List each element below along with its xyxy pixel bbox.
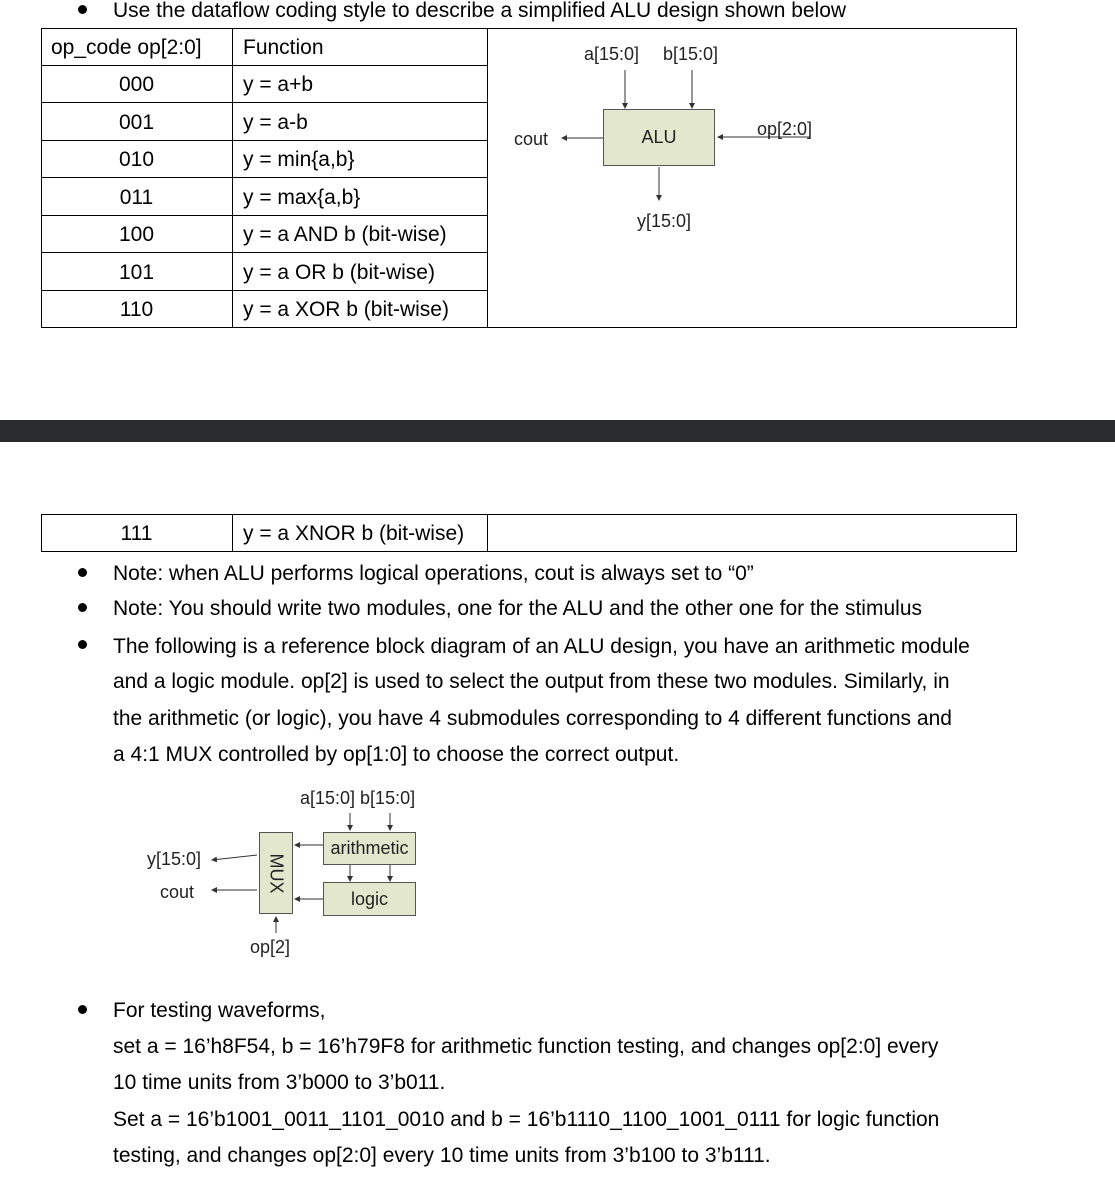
table-header-function: Function (243, 36, 324, 59)
block-inputs-label: a[15:0] b[15:0] (300, 788, 416, 808)
table-row-line (41, 177, 488, 178)
table-row-line (41, 65, 488, 66)
arithmetic-block (323, 832, 416, 865)
testing-line: testing, and changes op[2:0] every 10 time units from 3’b100 to 3’b111. (113, 1144, 771, 1167)
table-cell-code: 110 (119, 298, 154, 321)
alu-op-label: op[2:0] (757, 119, 813, 139)
bullet-dot (78, 568, 87, 577)
bullet-dot (78, 5, 87, 14)
paragraph-line: a 4:1 MUX controlled by op[1:0] to choose the correct output. (113, 743, 680, 766)
logic-block (323, 882, 416, 916)
table-cell-code: 010 (118, 148, 155, 171)
logic-block-label: logic (350, 888, 389, 909)
table-row-line (41, 215, 488, 216)
table-col-divider (232, 514, 233, 552)
testing-line: 10 time units from 3’b000 to 3’b011. (113, 1071, 446, 1094)
alu-output-label: y[15:0] (637, 211, 692, 231)
table-cell-code: 101 (118, 261, 155, 284)
alu-input-a-label: a[15:0] (584, 44, 640, 64)
intro-text: Use the dataflow coding style to describe a simplified ALU design shown below (113, 0, 847, 22)
testing-line: For testing waveforms, (113, 999, 326, 1022)
table-cell-function: y = max{a,b} (243, 186, 361, 209)
table-row-line (41, 140, 488, 141)
bullet-dot (78, 1005, 87, 1014)
alu-cout-label: cout (514, 129, 549, 149)
paragraph-line: the arithmetic (or logic), you have 4 submodules corresponding to 4 different functions and (113, 707, 952, 730)
paragraph-line: and a logic module. op[2] is used to select the output from these two modules. Similarly, in (113, 670, 950, 693)
table-cell-function: y = a XOR b (bit-wise) (243, 298, 449, 321)
table-cell-code: 011 (119, 186, 154, 209)
mux-block-label: MUX (266, 853, 287, 893)
bullet-dot (78, 603, 87, 612)
table-header-code: op_code op[2:0] (51, 36, 202, 59)
block-y-label: y[15:0] (147, 849, 202, 869)
table-col-divider (487, 28, 488, 328)
arithmetic-block-label: arithmetic (330, 838, 409, 858)
table-col-divider (487, 514, 488, 552)
table-cell-function: y = a+b (243, 73, 314, 96)
paragraph-line: The following is a reference block diagram of an ALU design, you have an arithmetic module (113, 635, 970, 658)
block-cout-label: cout (160, 882, 195, 902)
table-cell-function: y = min{a,b} (243, 148, 355, 171)
mux-block (259, 832, 293, 914)
table-cell-code: 100 (118, 223, 155, 246)
alu-block-label: ALU (641, 127, 677, 147)
page-break-divider (0, 420, 1115, 442)
table-cell-function: y = a OR b (bit-wise) (243, 261, 435, 284)
block-sel-label: op[2] (250, 937, 291, 957)
table-col-divider (232, 28, 233, 328)
table-cell-function: y = a XNOR b (bit-wise) (243, 522, 465, 545)
table-cell-code: 111 (120, 522, 153, 545)
table-cell-function: y = a AND b (bit-wise) (243, 223, 447, 246)
table-row-line (41, 252, 488, 253)
alu-block (603, 109, 715, 166)
testing-line: set a = 16’h8F54, b = 16’h79F8 for arithmetic function testing, and changes op[2:0] every (113, 1035, 939, 1058)
table-row-line (41, 102, 488, 103)
table-cell-code: 001 (118, 111, 155, 134)
note-text: Note: You should write two modules, one for the ALU and the other one for the stimulus (113, 597, 922, 620)
table-cell-code: 000 (118, 73, 155, 96)
table-cell-function: y = a-b (243, 111, 308, 134)
alu-input-b-label: b[15:0] (663, 44, 719, 64)
table-row-line (41, 290, 488, 291)
note-text: Note: when ALU performs logical operations, cout is always set to “0” (113, 562, 754, 585)
testing-line: Set a = 16’b1001_0011_1101_0010 and b = 16’b1110_1100_1001_0111 for logic function (113, 1108, 940, 1131)
bullet-dot (78, 640, 87, 649)
